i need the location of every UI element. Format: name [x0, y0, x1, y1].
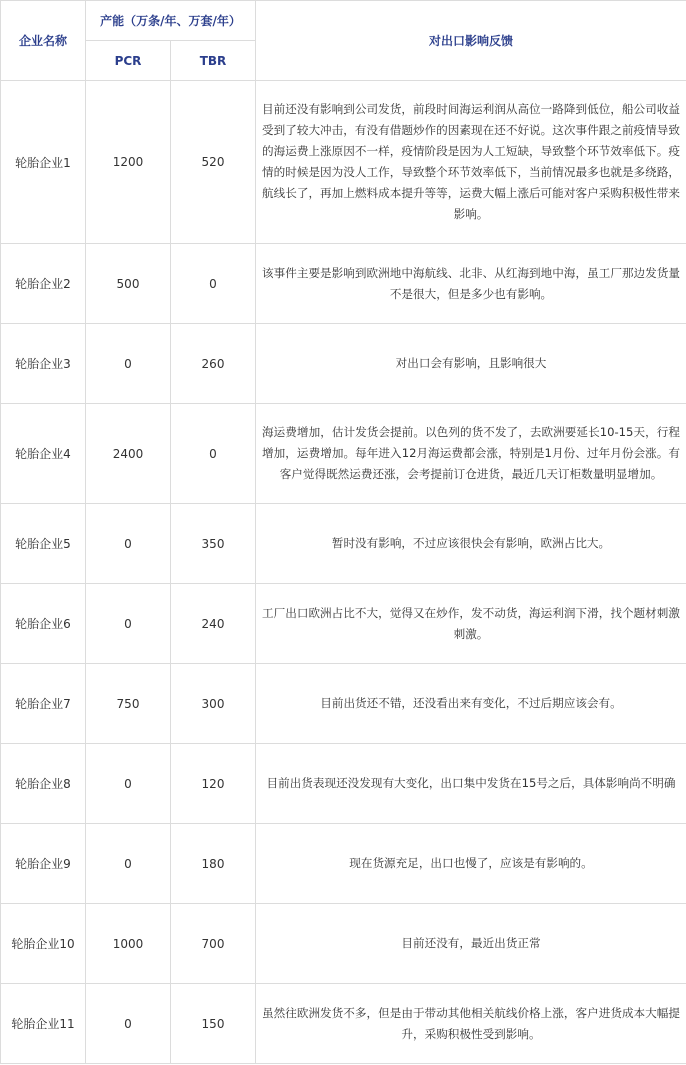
- table-row: [1, 324, 686, 404]
- tbr-cell: 0: [171, 244, 256, 324]
- pcr-cell: 0: [86, 744, 171, 824]
- table-row: [1, 904, 686, 984]
- company-cell: 轮胎企业9: [1, 824, 86, 904]
- header-pcr: PCR: [86, 41, 171, 81]
- feedback-cell: 暂时没有影响，不过应该很快会有影响，欧洲占比大。: [256, 504, 686, 584]
- header-tbr: TBR: [171, 41, 256, 81]
- tbr-cell: 180: [171, 824, 256, 904]
- feedback-cell: 现在货源充足，出口也慢了，应该是有影响的。: [256, 824, 686, 904]
- company-cell: 轮胎企业10: [1, 904, 86, 984]
- table-row: [1, 584, 686, 664]
- pcr-cell: 0: [86, 504, 171, 584]
- pcr-cell: 0: [86, 824, 171, 904]
- tbr-cell: 260: [171, 324, 256, 404]
- company-cell: 轮胎企业2: [1, 244, 86, 324]
- feedback-cell: 目前出货表现还没发现有大变化，出口集中发货在15号之后，具体影响尚不明确: [256, 744, 686, 824]
- pcr-cell: 500: [86, 244, 171, 324]
- header-row-1: [1, 1, 686, 41]
- header-capacity: 产能（万条/年、万套/年）: [86, 1, 256, 41]
- table-header: [1, 1, 686, 81]
- tbr-cell: 700: [171, 904, 256, 984]
- feedback-cell: 海运费增加，估计发货会提前。以色列的货不发了，去欧洲要延长10-15天，行程增加，运费增加。每年进入12月海运费都会涨，特别是1月份、过年月份会涨。有客户觉得既然运费还涨，会考提前订仓进货，最近几天订柜数量明显增加。: [256, 404, 686, 504]
- company-cell: 轮胎企业11: [1, 984, 86, 1064]
- company-cell: 轮胎企业5: [1, 504, 86, 584]
- header-feedback: 对出口影响反馈: [256, 1, 686, 81]
- company-cell: 轮胎企业6: [1, 584, 86, 664]
- feedback-cell: 目前还没有，最近出货正常: [256, 904, 686, 984]
- table-row: [1, 81, 686, 244]
- pcr-cell: 0: [86, 584, 171, 664]
- table-row: [1, 824, 686, 904]
- pcr-cell: 0: [86, 984, 171, 1064]
- tbr-cell: 150: [171, 984, 256, 1064]
- feedback-cell: 目前出货还不错，还没看出来有变化，不过后期应该会有。: [256, 664, 686, 744]
- feedback-cell: 虽然往欧洲发货不多，但是由于带动其他相关航线价格上涨，客户进货成本大幅提升，采购积极性受到影响。: [256, 984, 686, 1064]
- table-row: [1, 664, 686, 744]
- table-row: [1, 504, 686, 584]
- pcr-cell: 0: [86, 324, 171, 404]
- tbr-cell: 520: [171, 81, 256, 244]
- company-cell: 轮胎企业8: [1, 744, 86, 824]
- feedback-cell: 目前还没有影响到公司发货，前段时间海运利润从高位一路降到低位，船公司收益受到了较大冲击，有没有借题炒作的因素现在还不好说。这次事件跟之前疫情导致的海运费上涨原因不一样，疫情阶段是因为人工短缺，导致整个环节效率低下。疫情的时候是因为没人工作，导致整个环节效率低下，当前情况最多也就是多绕路，航线长了，再加上燃料成本提升等等，运费大幅上涨后可能对客户采购积极性带来影响。: [256, 81, 686, 244]
- feedback-cell: 对出口会有影响，且影响很大: [256, 324, 686, 404]
- tbr-cell: 350: [171, 504, 256, 584]
- feedback-cell: 工厂出口欧洲占比不大，觉得又在炒作，发不动货，海运利润下滑，找个题材刺激刺激。: [256, 584, 686, 664]
- pcr-cell: 1200: [86, 81, 171, 244]
- table-row: [1, 744, 686, 824]
- tbr-cell: 120: [171, 744, 256, 824]
- table-row: [1, 404, 686, 504]
- table-row: [1, 984, 686, 1064]
- header-company: 企业名称: [1, 1, 86, 81]
- feedback-cell: 该事件主要是影响到欧洲地中海航线、北非、从红海到地中海，虽工厂那边发货量不是很大，但是多少也有影响。: [256, 244, 686, 324]
- company-cell: 轮胎企业7: [1, 664, 86, 744]
- table-row: [1, 244, 686, 324]
- company-cell: 轮胎企业1: [1, 81, 86, 244]
- pcr-cell: 750: [86, 664, 171, 744]
- company-cell: 轮胎企业3: [1, 324, 86, 404]
- tbr-cell: 0: [171, 404, 256, 504]
- company-cell: 轮胎企业4: [1, 404, 86, 504]
- table-body: [1, 81, 686, 1064]
- tbr-cell: 300: [171, 664, 256, 744]
- pcr-cell: 2400: [86, 404, 171, 504]
- pcr-cell: 1000: [86, 904, 171, 984]
- tbr-cell: 240: [171, 584, 256, 664]
